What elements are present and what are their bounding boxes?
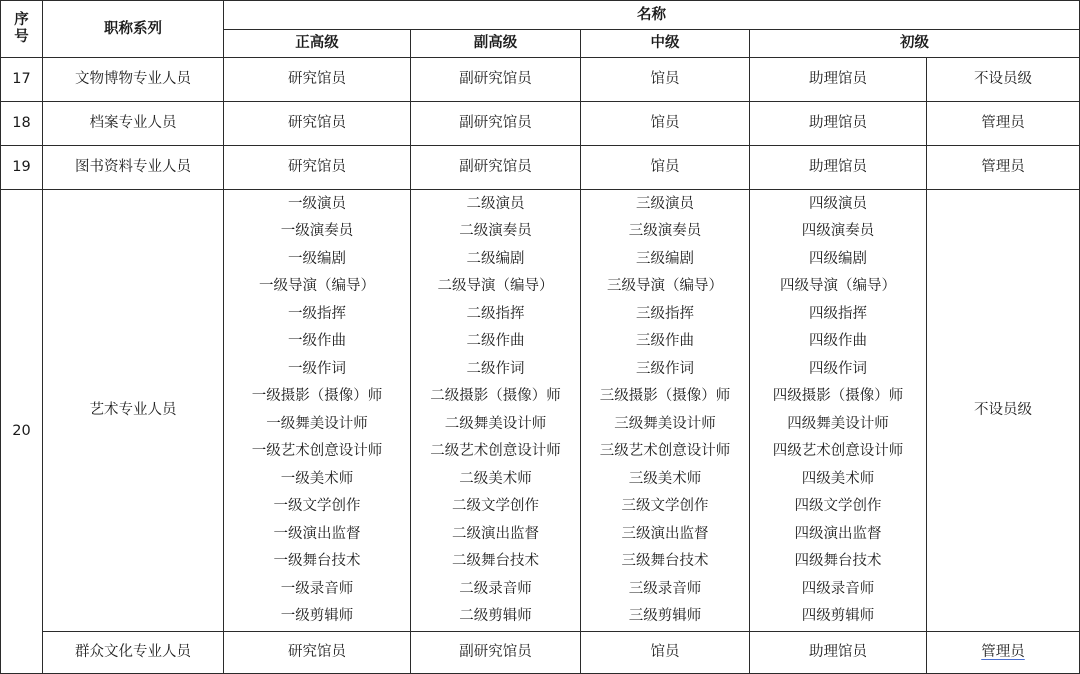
row-series: 档案专业人员 bbox=[43, 102, 224, 146]
title-line: 三级剪辑师 bbox=[628, 608, 702, 624]
header-level-zheng: 正高级 bbox=[224, 30, 411, 58]
title-line: 一级录音师 bbox=[280, 580, 354, 597]
title-line: 二级演出监督 bbox=[452, 525, 539, 542]
row-series: 群众文化专业人员 bbox=[43, 632, 224, 674]
title-line: 二级文学创作 bbox=[452, 498, 539, 514]
title-line: 一级作词 bbox=[288, 360, 346, 377]
cell-zhong: 馆员 bbox=[581, 102, 750, 146]
title-line: 四级演出监督 bbox=[794, 525, 882, 542]
title-line: 三级美术师 bbox=[628, 470, 702, 487]
title-line: 四级编剧 bbox=[809, 250, 867, 267]
title-line: 二级美术师 bbox=[459, 470, 532, 487]
title-line: 二级作曲 bbox=[466, 333, 525, 349]
title-line: 二级演员 bbox=[466, 195, 525, 212]
cell-fu: 副研究馆员 bbox=[411, 102, 581, 146]
row-seq: 17 bbox=[1, 58, 43, 102]
title-line: 一级剪辑师 bbox=[280, 608, 354, 624]
title-line: 四级舞美设计师 bbox=[787, 415, 889, 432]
title-line: 二级舞美设计师 bbox=[444, 415, 547, 432]
title-line: 四级导演（编导） bbox=[780, 278, 896, 294]
title-line: 四级演奏员 bbox=[801, 223, 875, 239]
cell-yuan-text: 管理员 bbox=[981, 644, 1025, 661]
cell-zhong: 馆员 bbox=[581, 58, 750, 102]
cell-fu: 副研究馆员 bbox=[411, 632, 581, 674]
cell-fu-list bbox=[411, 190, 581, 632]
table-row bbox=[1, 102, 1080, 146]
title-line: 三级艺术创意设计师 bbox=[599, 443, 731, 459]
title-line: 三级舞美设计师 bbox=[614, 415, 716, 432]
cell-yuan bbox=[927, 632, 1080, 674]
title-line: 三级指挥 bbox=[636, 305, 694, 322]
title-line: 二级录音师 bbox=[459, 580, 532, 597]
title-line: 三级编剧 bbox=[636, 250, 694, 267]
header-level-zhong: 中级 bbox=[581, 30, 750, 58]
title-line: 四级作词 bbox=[809, 360, 867, 377]
cell-zhong-list bbox=[581, 190, 750, 632]
title-line: 一级演出监督 bbox=[273, 525, 361, 542]
title-line: 三级演出监督 bbox=[621, 525, 709, 542]
title-line: 三级舞台技术 bbox=[621, 553, 709, 569]
cell-chu: 助理馆员 bbox=[750, 102, 927, 146]
title-line: 一级艺术创意设计师 bbox=[251, 443, 383, 459]
title-line: 二级摄影（摄像）师 bbox=[430, 388, 561, 404]
title-line: 一级演员 bbox=[288, 195, 346, 212]
title-line: 一级指挥 bbox=[288, 305, 346, 322]
title-line: 四级艺术创意设计师 bbox=[772, 443, 904, 459]
title-line: 四级美术师 bbox=[801, 470, 875, 487]
title-line: 四级指挥 bbox=[809, 305, 867, 322]
title-line: 四级文学创作 bbox=[794, 498, 882, 514]
cell-fu: 副研究馆员 bbox=[411, 146, 581, 190]
table-row bbox=[1, 632, 1080, 674]
title-line: 三级导演（编导） bbox=[607, 278, 723, 294]
cell-yuan: 管理员 bbox=[927, 102, 1080, 146]
title-line: 三级演奏员 bbox=[628, 223, 702, 239]
cell-chu-list bbox=[750, 190, 927, 632]
title-line: 一级文学创作 bbox=[273, 498, 361, 514]
cell-chu: 助理馆员 bbox=[750, 58, 927, 102]
row-series: 文物博物专业人员 bbox=[43, 58, 224, 102]
title-line: 一级导演（编导） bbox=[259, 278, 375, 294]
title-line: 二级指挥 bbox=[466, 305, 525, 322]
title-line: 四级作曲 bbox=[809, 333, 867, 349]
table-row bbox=[1, 146, 1080, 190]
title-line: 四级摄影（摄像）师 bbox=[772, 388, 904, 404]
table-row-art bbox=[1, 190, 1080, 632]
cell-zheng: 研究馆员 bbox=[224, 632, 411, 674]
cell-fu: 副研究馆员 bbox=[411, 58, 581, 102]
title-line: 二级作词 bbox=[466, 360, 525, 377]
cell-zheng: 研究馆员 bbox=[224, 102, 411, 146]
title-line: 一级舞台技术 bbox=[273, 553, 361, 569]
title-line: 三级文学创作 bbox=[621, 498, 709, 514]
header-level-chu: 初级 bbox=[750, 30, 1080, 58]
cell-chu: 助理馆员 bbox=[750, 632, 927, 674]
title-line: 一级演奏员 bbox=[280, 223, 354, 239]
header-series: 职称系列 bbox=[43, 1, 224, 58]
header-level-fu: 副高级 bbox=[411, 30, 581, 58]
row-series: 艺术专业人员 bbox=[43, 190, 224, 632]
cell-zhong: 馆员 bbox=[581, 146, 750, 190]
title-line: 三级作词 bbox=[636, 360, 694, 377]
cell-yuan: 不设员级 bbox=[927, 190, 1080, 632]
cell-zhong: 馆员 bbox=[581, 632, 750, 674]
table-row bbox=[1, 58, 1080, 102]
cell-zheng: 研究馆员 bbox=[224, 146, 411, 190]
title-line: 四级舞台技术 bbox=[794, 553, 882, 569]
title-line: 二级舞台技术 bbox=[452, 553, 539, 569]
title-line: 三级作曲 bbox=[636, 333, 694, 349]
title-line: 三级录音师 bbox=[628, 580, 702, 597]
row-seq: 18 bbox=[1, 102, 43, 146]
title-line: 一级编剧 bbox=[288, 250, 346, 267]
title-line: 一级作曲 bbox=[288, 333, 346, 349]
title-line: 二级演奏员 bbox=[459, 223, 532, 239]
title-line: 三级演员 bbox=[636, 195, 694, 212]
cell-zheng-list bbox=[224, 190, 411, 632]
header-name: 名称 bbox=[224, 1, 1080, 30]
cell-yuan: 不设员级 bbox=[927, 58, 1080, 102]
row-seq: 19 bbox=[1, 146, 43, 190]
header-seq: 序 号 bbox=[1, 1, 43, 58]
title-line: 四级演员 bbox=[809, 195, 867, 212]
title-line: 一级美术师 bbox=[280, 470, 354, 487]
title-line: 二级导演（编导） bbox=[437, 278, 554, 294]
title-line: 一级摄影（摄像）师 bbox=[251, 388, 383, 404]
cell-zheng: 研究馆员 bbox=[224, 58, 411, 102]
row-series: 图书资料专业人员 bbox=[43, 146, 224, 190]
row-seq: 20 bbox=[1, 190, 43, 674]
title-line: 三级摄影（摄像）师 bbox=[599, 388, 731, 404]
title-line: 二级剪辑师 bbox=[459, 608, 532, 624]
header-row-1 bbox=[1, 1, 1080, 30]
title-line: 二级编剧 bbox=[466, 250, 525, 267]
cell-yuan: 管理员 bbox=[927, 146, 1080, 190]
title-line: 四级录音师 bbox=[801, 580, 875, 597]
title-line: 二级艺术创意设计师 bbox=[430, 443, 561, 459]
title-line: 四级剪辑师 bbox=[801, 608, 875, 624]
cell-chu: 助理馆员 bbox=[750, 146, 927, 190]
title-line: 一级舞美设计师 bbox=[266, 415, 368, 432]
